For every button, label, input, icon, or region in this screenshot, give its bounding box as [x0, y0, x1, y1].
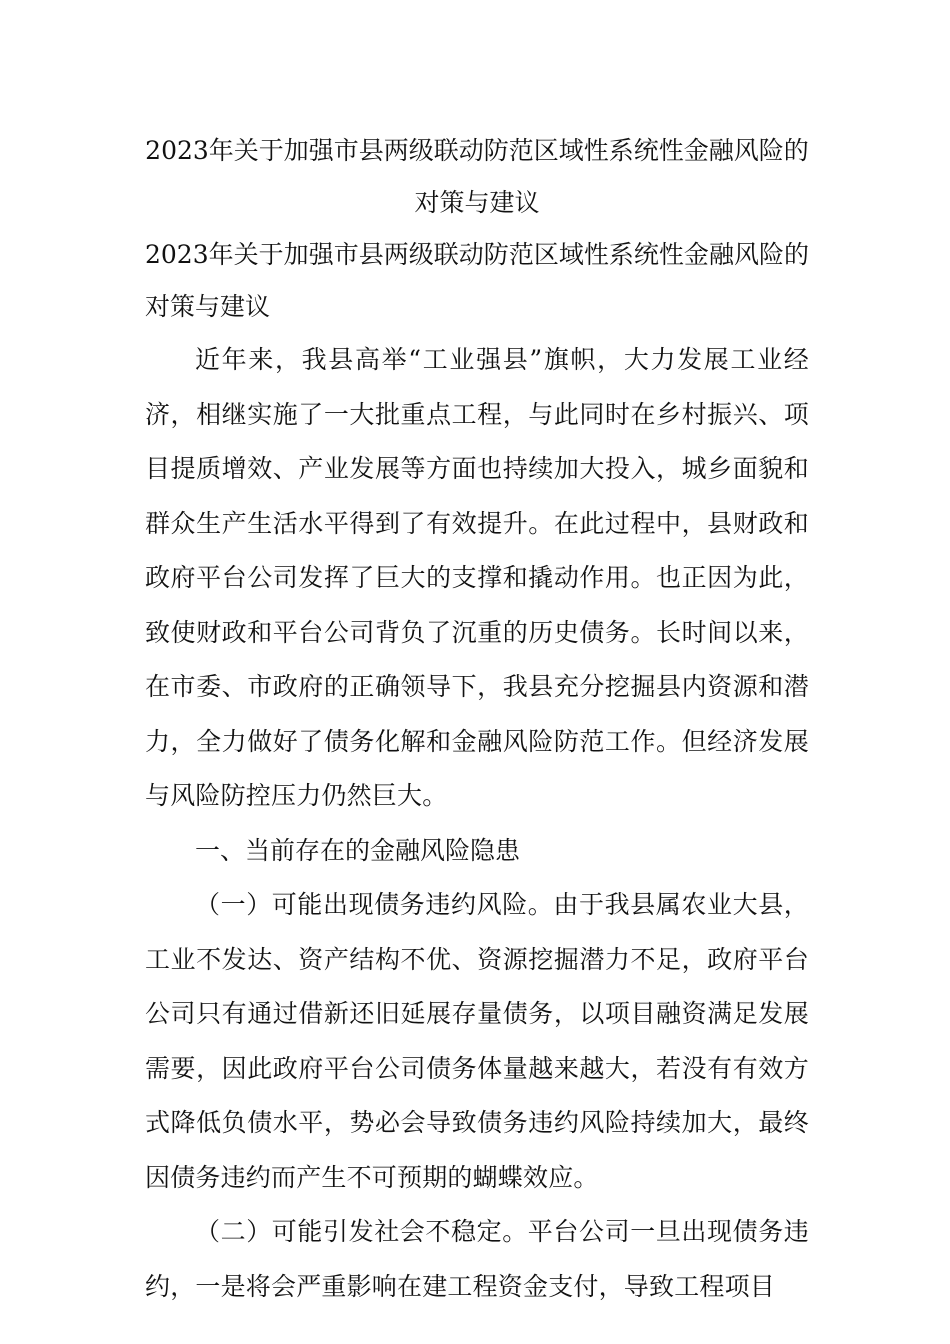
document-body	[145, 125, 809, 1314]
risk-paragraph-2: （二）可能引发社会不稳定。平台公司一旦出现债务违约，一是将会严重影响在建工程资金支付，导致工程项目	[145, 1217, 809, 1301]
document-title: 2023年关于加强市县两级联动防范区域性系统性金融风险的对策与建议	[145, 136, 809, 217]
section-heading: 一、当前存在的金融风险隐患	[195, 835, 521, 865]
intro-paragraph: 近年来，我县高举“工业强县”旗帜，大力发展工业经济，相继实施了一大批重点工程，与此同时在乡村振兴、项目提质增效、产业发展等方面也持续加大投入，城乡面貌和群众生产生活水平得到了有效提升。在此过程中，县财政和政府平台公司发挥了巨大的支撑和撬动作用。也正因为此，致使财政和平台公司背负了沉重的历史债务。长时间以来，在市委、市政府的正确领导下，我县充分挖掘县内资源和潜力，全力做好了债务化解和金融风险防范工作。但经济发展与风险防控压力仍然巨大。	[145, 345, 809, 810]
document-title-repeat: 2023年关于加强市县两级联动防范区域性系统性金融风险的对策与建议	[145, 240, 809, 321]
risk-paragraph-1: （一）可能出现债务违约风险。由于我县属农业大县，工业不发达、资产结构不优、资源挖掘潜力不足，政府平台公司只有通过借新还旧延展存量债务，以项目融资满足发展需要，因此政府平台公司债务体量越来越大，若没有有效方式降低负债水平，势必会导致债务违约风险持续加大，最终因债务违约而产生不可预期的蝴蝶效应。	[145, 890, 809, 1192]
